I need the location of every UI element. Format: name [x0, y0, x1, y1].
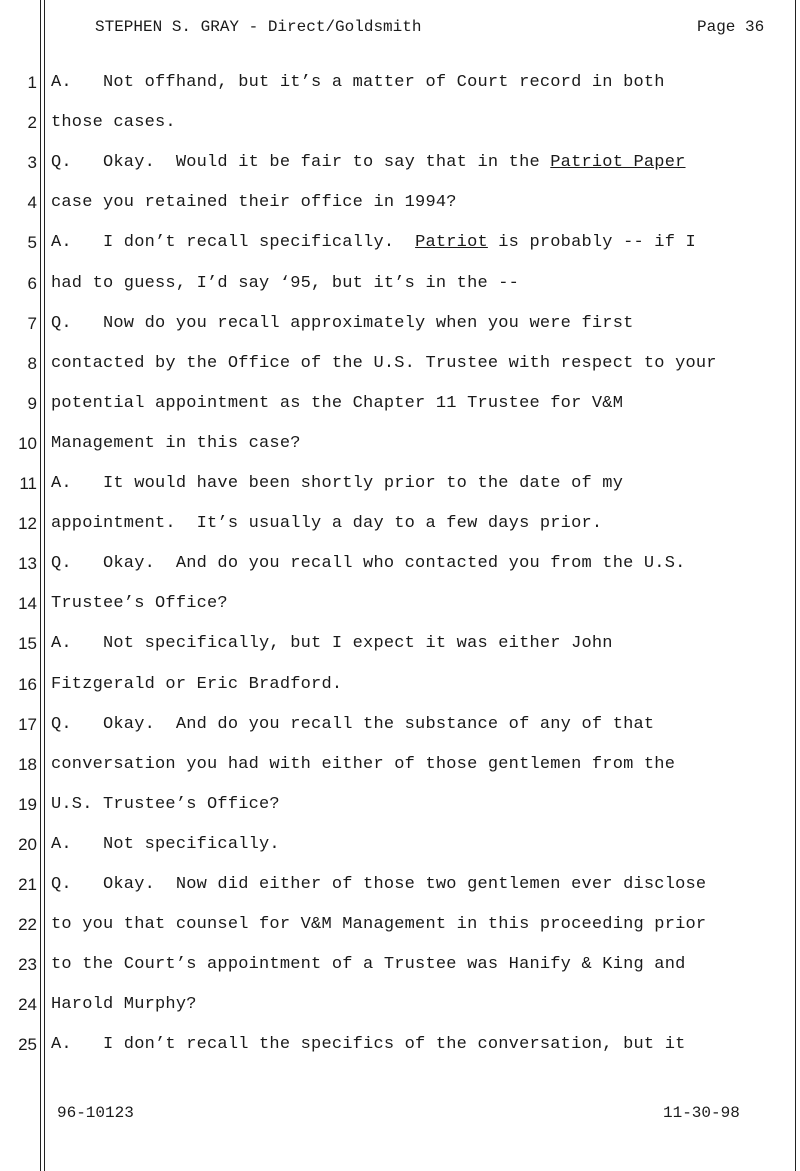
line-text	[51, 634, 613, 653]
line-number: 18	[18, 755, 37, 774]
text-segment: to you that counsel for V&M Management in this proceeding prior	[51, 915, 707, 934]
text-segment: appointment. It’s usually a day to a few days prior.	[51, 514, 603, 533]
transcript-line	[0, 755, 800, 795]
line-text	[51, 274, 519, 293]
line-number: 15	[18, 634, 37, 653]
transcript-line	[0, 915, 800, 955]
text-segment: A. I don’t recall the specifics of the conversation, but it	[51, 1035, 686, 1054]
transcript-line	[0, 514, 800, 554]
text-segment: A. I don’t recall specifically.	[51, 233, 416, 252]
transcript-line	[0, 153, 800, 193]
underlined-case-name: Patriot	[415, 233, 488, 252]
transcript-line	[0, 193, 800, 233]
line-text	[51, 875, 706, 894]
text-segment: A. Not specifically.	[51, 835, 280, 854]
transcript-line	[0, 1035, 800, 1075]
transcript-line	[0, 554, 800, 594]
transcript-line	[0, 835, 800, 875]
underlined-case-name: Patriot Paper	[550, 153, 686, 172]
line-number: 16	[18, 675, 37, 694]
transcript-line	[0, 795, 800, 835]
line-text	[51, 915, 706, 934]
transcript-line	[0, 594, 800, 634]
text-segment: those cases.	[51, 113, 176, 132]
transcript-line	[0, 113, 800, 153]
line-number: 19	[18, 795, 37, 814]
line-text	[51, 354, 717, 373]
line-text	[51, 193, 457, 212]
line-number: 9	[27, 394, 37, 413]
line-number: 7	[27, 314, 37, 333]
line-number: 2	[27, 113, 37, 132]
line-number: 24	[18, 995, 37, 1014]
line-number: 23	[18, 955, 37, 974]
text-segment: potential appointment as the Chapter 11 Trustee for V&M	[51, 394, 624, 413]
line-text	[51, 594, 228, 613]
header-title: STEPHEN S. GRAY - Direct/Goldsmith	[95, 18, 422, 36]
line-text	[51, 955, 686, 974]
line-text	[51, 795, 280, 814]
line-text	[51, 394, 623, 413]
line-number: 11	[19, 474, 37, 493]
line-text	[51, 474, 623, 493]
line-number: 6	[27, 274, 37, 293]
line-number: 8	[27, 354, 37, 373]
line-text	[51, 554, 686, 573]
text-segment: Q. Now do you recall approximately when you were first	[51, 314, 634, 333]
line-number: 20	[18, 835, 37, 854]
text-segment: Q. Okay. And do you recall the substance of any of that	[51, 715, 655, 734]
line-text	[51, 113, 176, 132]
page-number: Page 36	[697, 18, 765, 36]
text-segment: contacted by the Office of the U.S. Trustee with respect to your	[51, 354, 717, 373]
text-segment: Q. Okay. And do you recall who contacted you from the U.S.	[51, 554, 686, 573]
text-segment: had to guess, I’d say ‘95, but it’s in the --	[51, 274, 520, 293]
case-number: 96-10123	[57, 1104, 134, 1122]
transcript-line	[0, 394, 800, 434]
line-text	[51, 675, 342, 694]
text-segment: A. Not offhand, but it’s a matter of Court record in both	[51, 73, 665, 92]
transcript-line	[0, 314, 800, 354]
line-number: 5	[27, 233, 37, 252]
line-text	[51, 233, 696, 252]
line-text	[51, 1035, 686, 1054]
text-segment: Q. Okay. Would it be fair to say that in the	[51, 153, 551, 172]
line-text	[51, 514, 602, 533]
line-number: 13	[18, 554, 37, 573]
transcript-line	[0, 675, 800, 715]
transcript-line	[0, 474, 800, 514]
transcript-line	[0, 73, 800, 113]
line-text	[51, 314, 634, 333]
text-segment: Management in this case?	[51, 434, 301, 453]
line-number: 17	[18, 715, 37, 734]
line-number: 1	[27, 73, 37, 92]
line-number: 12	[18, 514, 37, 533]
line-number: 21	[18, 875, 37, 894]
transcript-line	[0, 354, 800, 394]
line-text	[51, 73, 665, 92]
line-text	[51, 835, 280, 854]
line-number: 25	[18, 1035, 37, 1054]
transcript-line	[0, 274, 800, 314]
line-text	[51, 715, 654, 734]
line-text	[51, 434, 301, 453]
text-segment: A. It would have been shortly prior to the date of my	[51, 474, 624, 493]
page-header	[0, 18, 800, 42]
line-text	[51, 153, 686, 172]
text-segment: Harold Murphy?	[51, 995, 197, 1014]
line-number: 4	[27, 193, 37, 212]
text-segment: Trustee’s Office?	[51, 594, 228, 613]
footer-date: 11-30-98	[663, 1104, 740, 1122]
transcript-line	[0, 434, 800, 474]
text-segment: case you retained their office in 1994?	[51, 193, 457, 212]
transcript-line	[0, 715, 800, 755]
text-segment: is probably -- if I	[487, 233, 696, 252]
text-segment: to the Court’s appointment of a Trustee was Hanify & King and	[51, 955, 686, 974]
line-number: 10	[18, 434, 37, 453]
transcript-line	[0, 995, 800, 1035]
line-text	[51, 995, 197, 1014]
transcript-line	[0, 233, 800, 273]
transcript-line	[0, 634, 800, 674]
line-number: 3	[27, 153, 37, 172]
line-number: 22	[18, 915, 37, 934]
text-segment: Q. Okay. Now did either of those two gentlemen ever disclose	[51, 875, 707, 894]
text-segment: Fitzgerald or Eric Bradford.	[51, 675, 343, 694]
text-segment: A. Not specifically, but I expect it was either John	[51, 634, 613, 653]
transcript-line	[0, 955, 800, 995]
line-text	[51, 755, 675, 774]
transcript-line	[0, 875, 800, 915]
text-segment: U.S. Trustee’s Office?	[51, 795, 280, 814]
text-segment: conversation you had with either of those gentlemen from the	[51, 755, 676, 774]
line-number: 14	[18, 594, 37, 613]
